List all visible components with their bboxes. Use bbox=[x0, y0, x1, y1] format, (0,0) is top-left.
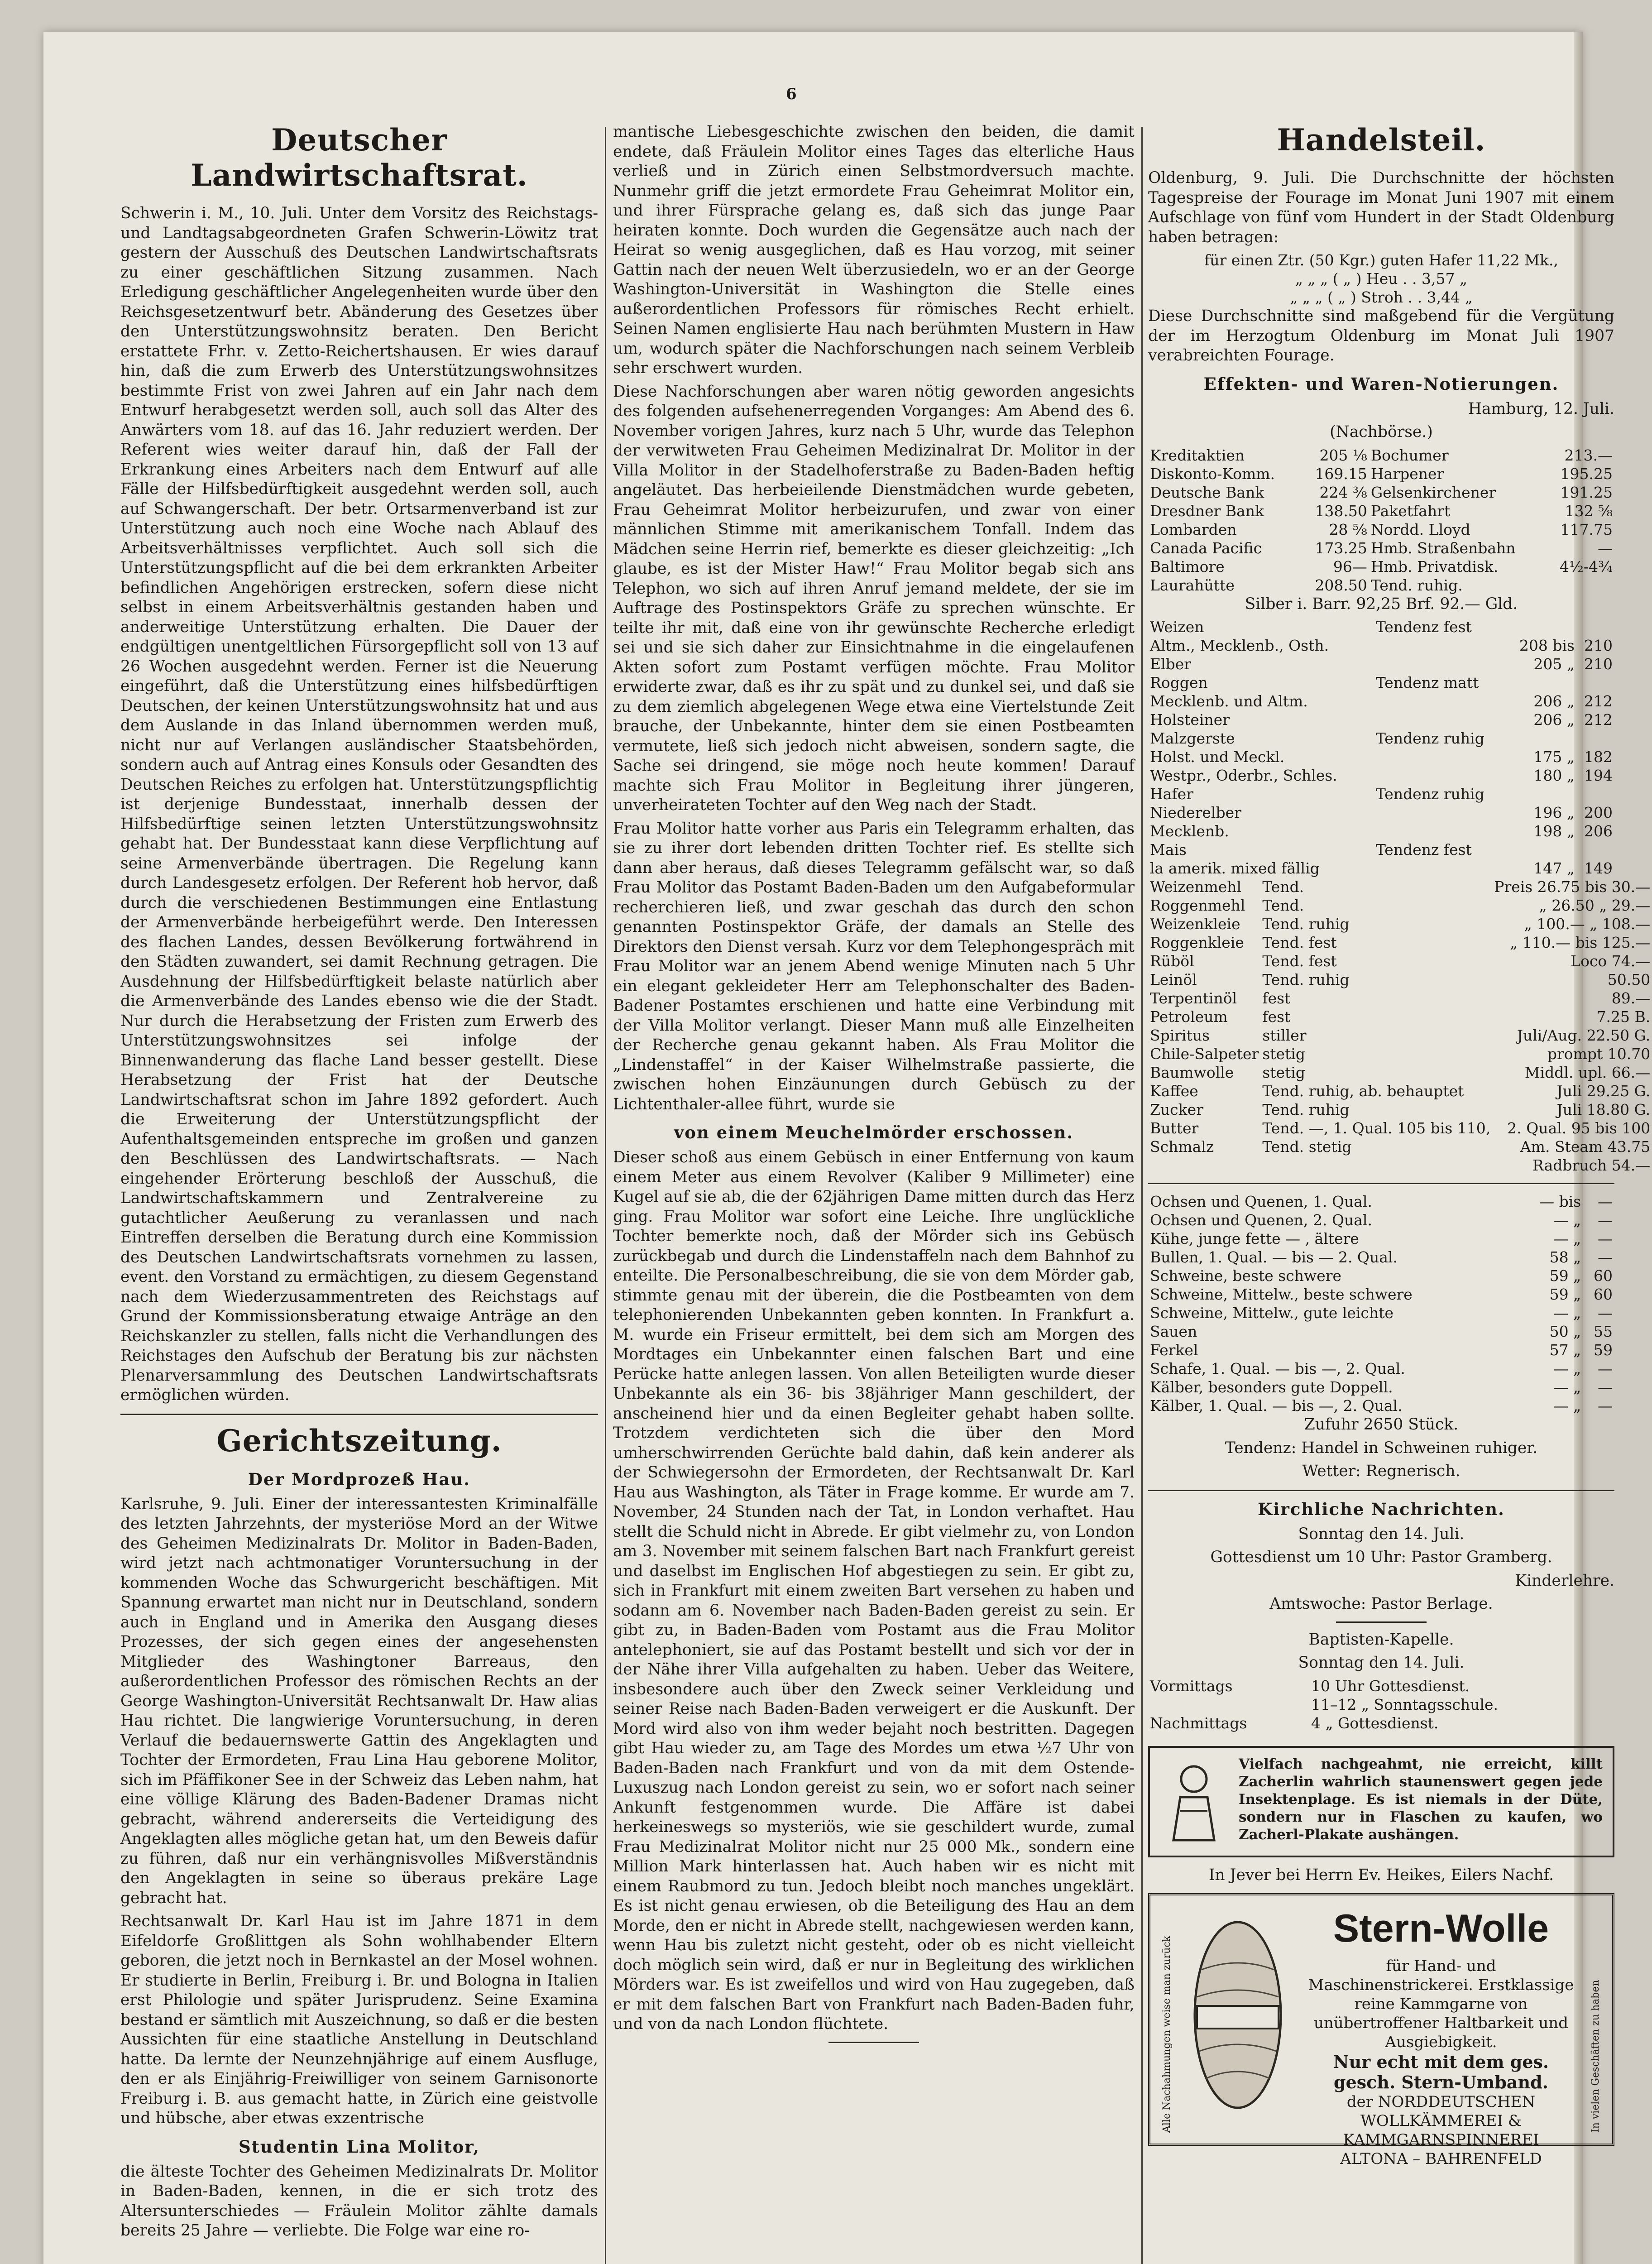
table-row bbox=[1148, 729, 1614, 748]
table-cell: — „ bbox=[1553, 1378, 1581, 1396]
table-cell bbox=[1374, 766, 1507, 785]
table-cell: 212 bbox=[1584, 711, 1613, 729]
table-cell: 210 bbox=[1584, 655, 1613, 673]
table-row bbox=[1148, 1396, 1614, 1415]
table-cell: 11–12 „ Sonntagsschule. bbox=[1311, 1695, 1499, 1713]
table-cell: 50.50 bbox=[1607, 971, 1651, 988]
table-cell: Hmb. Privatdisk. bbox=[1370, 557, 1499, 576]
table-row bbox=[1148, 1677, 1614, 1695]
table-cell: Mecklenb. und Altm. bbox=[1150, 692, 1308, 710]
table-cell: „ 100.— „ 108.— bbox=[1524, 915, 1651, 933]
table-cell: — bbox=[1598, 1230, 1613, 1247]
table-cell: Tendenz fest bbox=[1375, 618, 1472, 636]
oldenburg-paragraph: Oldenburg, 9. Juli. Die Durchschnitte der höchsten Tagespreise der Fourage im Monat Juni 1907 mit einem Aufschlage von fünf vom Hundert in der Stadt Oldenburg haben betragen: bbox=[1148, 169, 1614, 246]
silber-line: Silber i. Barr. 92,25 Brf. 92.— Gld. bbox=[1245, 595, 1518, 613]
table-cell: Schafe, 1. Qual. — bis —, 2. Qual. bbox=[1150, 1360, 1405, 1377]
section-divider bbox=[1148, 1490, 1614, 1491]
table-cell: Tendenz ruhig bbox=[1375, 729, 1484, 747]
table-cell: — bbox=[1598, 1360, 1613, 1377]
column-rule-2 bbox=[1141, 127, 1143, 2264]
table-cell: Deutsche Bank bbox=[1150, 483, 1264, 501]
table-cell: 173.25 bbox=[1315, 539, 1367, 557]
table-row bbox=[1148, 1082, 1652, 1100]
table-cell: Elber bbox=[1150, 655, 1192, 673]
table-cell: Tendenz matt bbox=[1375, 674, 1479, 691]
table-row bbox=[1148, 269, 1614, 288]
table-cell: Tend. bbox=[1262, 878, 1304, 896]
table-row bbox=[1148, 251, 1614, 269]
table-cell: 206 „ bbox=[1533, 711, 1575, 729]
table-cell: Nordd. Lloyd bbox=[1370, 520, 1470, 538]
table-cell: Canada Pacific bbox=[1150, 539, 1262, 557]
table-row bbox=[1148, 655, 1614, 673]
column-rule-1 bbox=[605, 127, 606, 2264]
table-cell bbox=[1260, 1156, 1492, 1175]
table-row bbox=[1148, 1137, 1652, 1156]
section-divider bbox=[120, 1414, 598, 1415]
table-row bbox=[1148, 520, 1614, 539]
studentin-subheading: Studentin Lina Molitor, bbox=[239, 2136, 480, 2157]
table-cell: Mecklenb. bbox=[1150, 822, 1229, 840]
table-row bbox=[1148, 1063, 1652, 1082]
table-row bbox=[1148, 1248, 1614, 1266]
table-cell: 194 bbox=[1584, 767, 1613, 784]
table-cell: 210 bbox=[1584, 637, 1613, 654]
wetter-line: Wetter: Regnerisch. bbox=[1302, 1462, 1460, 1480]
table-row bbox=[1148, 785, 1614, 803]
table-cell: 147 „ bbox=[1533, 859, 1575, 877]
waren-table bbox=[1148, 618, 1614, 878]
zacherlin-text: Vielfach nachgeahmt, nie erreicht, killt Zacherlin wahrlich staunenswert gegen jede Insektenplage. Es ist niemals in der Düte, sondern nur in Flaschen zu kaufen, wo Zacherl-Plakate aushängen. bbox=[1239, 1756, 1603, 1843]
table-cell: Altm., Mecklenb., Osth. bbox=[1150, 637, 1329, 654]
short-rule bbox=[1336, 1621, 1427, 1623]
table-row bbox=[1148, 288, 1614, 307]
table-cell: Tend. ruhig bbox=[1262, 971, 1350, 988]
table-cell: „ „ „ ( „ ) Heu . . 3,57 „ bbox=[1295, 270, 1468, 288]
table-row bbox=[1148, 748, 1614, 766]
table-cell: Leinöl bbox=[1150, 971, 1197, 988]
table-cell: Ochsen und Quenen, 1. Qual. bbox=[1150, 1193, 1372, 1210]
table-cell: Juli 29.25 G. bbox=[1556, 1082, 1651, 1100]
table-cell: 55 bbox=[1594, 1323, 1613, 1340]
table-cell: 169.15 bbox=[1315, 465, 1367, 483]
table-row bbox=[1148, 1695, 1614, 1714]
table-cell: 59 bbox=[1594, 1341, 1613, 1359]
table-cell: — bis bbox=[1539, 1193, 1581, 1210]
kirch-line: Gottesdienst um 10 Uhr: Pastor Gramberg. bbox=[1210, 1548, 1552, 1566]
table-cell bbox=[1374, 710, 1507, 729]
table-cell: Middl. upl. 66.— bbox=[1524, 1064, 1651, 1081]
table-row bbox=[1148, 989, 1652, 1007]
table-cell: Kälber, 1. Qual. — bis —, 2. Qual. bbox=[1150, 1397, 1403, 1415]
table-cell bbox=[1374, 822, 1507, 840]
table-cell: — „ bbox=[1553, 1304, 1581, 1322]
notierungen-title: Effekten- und Waren-Notierungen. bbox=[1203, 374, 1559, 394]
table-row bbox=[1148, 1266, 1614, 1285]
table-cell: Preis 26.75 bis 30.— bbox=[1494, 878, 1651, 896]
kirch-line: Kinderlehre. bbox=[1515, 1571, 1614, 1590]
table-cell: Roggenmehl bbox=[1150, 897, 1245, 914]
table-cell: 117.75 bbox=[1560, 520, 1613, 538]
table-cell: Roggen bbox=[1150, 674, 1208, 691]
table-cell bbox=[1507, 840, 1576, 859]
table-cell: — „ bbox=[1553, 1397, 1581, 1415]
table-cell: Tend. bbox=[1262, 897, 1304, 914]
table-cell: Gelsenkirchener bbox=[1370, 483, 1496, 501]
table-cell: Ochsen und Quenen, 2. Qual. bbox=[1150, 1211, 1372, 1229]
table-cell: Weizen bbox=[1150, 618, 1204, 636]
table-row bbox=[1148, 896, 1652, 915]
table-row bbox=[1148, 1714, 1614, 1732]
sternwolle-line3: der NORDDEUTSCHEN WOLLKÄMMEREI & KAMMGARNSPINNEREI bbox=[1343, 2093, 1539, 2149]
table-cell: Weizenmehl bbox=[1150, 878, 1242, 896]
kirch-line: Sonntag den 14. Juli. bbox=[1298, 1525, 1465, 1543]
table-cell: Bochumer bbox=[1370, 446, 1449, 464]
schedule-table bbox=[1148, 1677, 1614, 1732]
table-cell: 96— bbox=[1333, 557, 1367, 576]
table-row bbox=[1148, 878, 1652, 896]
landwirtschaftsrat-paragraph: Schwerin i. M., 10. Juli. Unter dem Vorsitz des Reichstags- und Landtagsabgeordneten Grafen Schwerin-Löwitz trat gestern der Ausschuß des Deutschen Landwirtschaftsrats zu einer geschäftlichen Sitzung zusammen. Nach Erledigung geschäftlicher Angelegenheiten wurde über den Reichsgesetzentwurf betr. Abänderung des Gesetzes über den Unterstützungswohnsitz beraten. Den Bericht erstattete Frhr. v. Zetto-Reichertshausen. Er wies darauf hin, daß die zum Erwerb des Unterstützungswohnsitzes bestimmte Frist von zwei Jahren auf ein Jahr nach dem Entwurf herabgesetzt werden soll, auch soll das Alter des Anwärters vom 18. auf das 16. Jahr reduziert werden. Der Referent wies weiter darauf hin, daß der Fall der Erkrankung eines Arbeiters nach dem Entwurf auf alle Fälle der Hilfsbedürftigkeit ausgedehnt werden soll, auch auf Schwangerschaft. Der betr. Ortsarmenverband ist zur Unterstützung auch noch eine Woche nach Ablauf des Arbeitsverhältnisses verpflichtet. Auch soll sich die Unterstützungspflicht auf die bei dem erkrankten Arbeiter befindlichen Angehörigen erstrecken, sofern diese nicht selbst in einem Arbeitsverhältnis gestanden haben und anderweitige Unterstützung erhalten. Die Dauer der endgültigen unentgeltlichen Fürsorgepflicht soll von 13 auf 26 Wochen ausgedehnt werden. Ferner ist die Neuerung eingeführt, daß die Unterstützung eines hilfsbedürftigen Deutschen, der keinen Unterstützungswohnsitz hat und aus dem Auslande in das Inland übernommen werden muß, nicht nur auf Verlangen ausländischer Staatsbehörden, sondern auch auf Antrag eines Konsuls oder Gesandten des Deutschen Reiches zu erfolgen hat. Unterstützungspflichtig ist derjenige Bundesstaat, innerhalb dessen der Hilfsbedürftige seinen letzten Unterstützungswohnsitz gehabt hat. Der Bundesstaat kann diese Verpflichtung auf seine Armenverbände übertragen. Die Regelung kann durch Landesgesetz erfolgen. Der Referent hob hervor, daß durch die verschiedenen Bestimmungen eine Entlastung der Armenverbände herbeigeführt werde. Den Interessen des flachen Landes, dessen Bevölkerung fortwährend in den Städten zuwandert, sei damit Rechnung getragen. Die Ausdehnung der Hilfsbedürftigkeit belaste natürlich aber die Armenverbände des Landes ebenso wie die der Stadt. Nur durch die Herabsetzung der Fristen zum Erwerb des Unterstützungswohnsitzes sei infolge der Binnenwanderung das flache Land besser gestellt. Diese Herabsetzung der Frist hat der Deutsche Landwirtschaftsrat schon im Jahre 1892 gefordert. Auch die Erweiterung der Unterstützungspflicht der Aufenthaltsgemeinden entspreche im großen und ganzen den Beschlüssen des Landwirtschaftsrats. — Nach eingehender Erörterung beschloß der Ausschuß, die Landwirtschaftskammern und Zentralvereine zu gutachtlicher Aeußerung zu veranlassen und nach Eintreffen derselben die Beratung durch eine Kommission des Deutschen Landwirtschaftsrats vornehmen zu lassen, event. den Vorstand zu ermächtigen, zu diesem Gegenstand nach dem Wiederzusammentreten des Reichstags auf Grund der Kommissionsberatung etwaige Anträge an den Reichskanzler zu stellen, falls nicht die Verhandlungen des Reichstages den Aufschub der Beratung bis zur nächsten Plenarversammlung des Deutschen Landwirtschaftsrats ermöglichen würden. bbox=[120, 204, 598, 1404]
table-cell: Roggenkleie bbox=[1150, 934, 1244, 951]
table-cell: Malzgerste bbox=[1150, 729, 1235, 747]
table-cell: Juli/Aug. 22.50 G. bbox=[1517, 1026, 1651, 1044]
produkte-table bbox=[1148, 878, 1652, 1175]
table-cell bbox=[1374, 803, 1507, 822]
table-cell: Rüböl bbox=[1150, 952, 1194, 970]
table-cell: stetig bbox=[1262, 1045, 1306, 1063]
table-cell: Tend. —, 1. Qual. 105 bis 110, bbox=[1262, 1119, 1491, 1137]
mord-paragraph: Diese Nachforschungen aber waren nötig geworden angesichts des folgenden aufsehenerregenden Vorganges: Am Abend des 6. November vorigen Jahres, kurz nach 5 Uhr, wurde das Telephon der verwitweten Frau Geheimen Medizinalrat Dr. Molitor in der Villa Molitor in der Stadelhoferstraße zu Baden-Baden heftig angeläutet. Das herbeieilende Dienstmädchen wurde gebeten, Frau Geheimrat Molitor herbeizurufen, und zwar von einer männlichen Stimme mit amerikanischem Tonfall. Indem das Mädchen seine Herrin rief, bemerkte es dieser gleichzeitig: „Ich glaube, es ist der Mister Haw!“ Frau Molitor begab sich ans Telephon, wo sich auf ihren Anruf jemand meldete, der sie im Auftrage des Postinspektors Gräfe zu sprechen wünschte. Er teilte ihr mit, daß eine von ihr gewünschte Recherche erledigt sei und sie sich daher zur Einsichtnahme in die eingelaufenen Akten sofort zum Postamt verfügen möchte. Frau Molitor erwiderte zwar, daß es ihr zu spät und zu dunkel sei, und daß sie zu dem ziemlich abgelegenen Wege etwa eine Viertelstunde Zeit brauche, der Unbekannte, hinter dem sie einen Postbeamten vermutete, ließ sich jedoch nicht abweisen, sondern sagte, die Sache sei dringend, sie möge noch heute kommen! Darauf machte sich Frau Molitor in Begleitung ihrer jüngeren, unverheirateten Tochter auf den Weg nach der Stadt. bbox=[613, 382, 1135, 814]
sternwolle-brand: Stern-Wolle bbox=[1333, 1907, 1549, 1950]
table-cell: 60 bbox=[1594, 1267, 1613, 1285]
table-row bbox=[1148, 465, 1614, 483]
page-number: 6 bbox=[786, 85, 797, 103]
table-row bbox=[1148, 1359, 1614, 1378]
table-cell: Tend. fest bbox=[1262, 952, 1337, 970]
table-cell: Baumwolle bbox=[1150, 1064, 1234, 1081]
table-cell: 59 „ bbox=[1549, 1285, 1581, 1303]
column-left bbox=[120, 122, 598, 2245]
table-cell: 57 „ bbox=[1549, 1341, 1581, 1359]
table-row bbox=[1148, 618, 1614, 636]
baptisten-title: Baptisten-Kapelle. bbox=[1308, 1630, 1454, 1649]
table-cell: Weizenkleie bbox=[1150, 915, 1240, 933]
table-cell: fest bbox=[1262, 989, 1291, 1007]
table-row bbox=[1148, 483, 1614, 502]
gerichtszeitung-paragraph: Karlsruhe, 9. Juli. Einer der interessantesten Kriminalfälle des letzten Jahrzehnts, der mysteriöse Mord an der Witwe des Geheimen Medizinalrats Dr. Molitor in Baden-Baden, wird jetzt nach achtmonatiger Voruntersuchung in der kommenden Woche das Schwurgericht beschäftigen. Mit Spannung erwartet man nicht nur in Deutschland, sondern auch in England und in Amerika den Ausgang dieses Prozesses, der sich gegen eines der angesehensten Mitglieder des Washingtoner Barreaus, den außerordentlichen Professor des römischen Rechts an der George Washington-Universität Rechtsanwalt Dr. Haw alias Hau richtet. Die langwierige Voruntersuchung, in deren Verlauf die bedauernswerte Gattin des Angeklagten und Tochter der Ermordeten, Frau Lina Hau geborene Molitor, sich im Pfäffikoner See in der Schweiz das Leben nahm, hat eine völlige Klärung des Baden-Badener Dramas nicht gebracht, während andererseits die Verteidigung des Angeklagten alles mögliche getan hat, um den Beweis dafür zu führen, daß nur ein verhängnisvolles Mißverständnis den Angeklagten in seine so überaus prekäre Lage gebracht hat. bbox=[120, 1495, 598, 1907]
table-cell: Lombarden bbox=[1150, 520, 1237, 538]
table-cell: 89.— bbox=[1611, 989, 1651, 1007]
table-cell bbox=[1576, 840, 1614, 859]
table-row bbox=[1148, 1045, 1652, 1063]
table-cell: Diskonto-Komm. bbox=[1150, 465, 1275, 483]
table-cell: „ „ „ ( „ ) Stroh . . 3,44 „ bbox=[1290, 288, 1473, 306]
table-cell: Tend. stetig bbox=[1262, 1138, 1352, 1156]
sternwolle-line1: für Hand- und Maschinenstrickerei. Erstklassige reine Kammgarne von unübertroffener Haltbarkeit und Ausgiebigkeit. bbox=[1308, 1957, 1574, 2051]
baptisten-date: Sonntag den 14. Juli. bbox=[1298, 1654, 1465, 1672]
table-row bbox=[1148, 915, 1652, 933]
table-cell: stiller bbox=[1262, 1026, 1307, 1044]
table-cell: fest bbox=[1262, 1008, 1291, 1026]
table-cell: Schweine, Mittelw., gute leichte bbox=[1150, 1304, 1394, 1322]
table-cell: stetig bbox=[1262, 1064, 1306, 1081]
table-cell: Dresdner Bank bbox=[1150, 502, 1264, 520]
table-cell: Niederelber bbox=[1150, 804, 1241, 821]
table-cell: 212 bbox=[1584, 692, 1613, 710]
table-row bbox=[1148, 673, 1614, 692]
table-cell: Chile-Salpeter bbox=[1150, 1045, 1259, 1063]
table-cell: „ 26.50 „ 29.— bbox=[1539, 897, 1651, 914]
meuchelmoerder-heading: von einem Meuchelmörder erschossen. bbox=[674, 1122, 1074, 1142]
table-cell: Kreditaktien bbox=[1150, 446, 1245, 464]
table-cell: 58 „ bbox=[1549, 1248, 1581, 1266]
table-cell: 50 „ bbox=[1549, 1323, 1581, 1340]
table-row bbox=[1148, 446, 1614, 465]
table-cell: Westpr., Oderbr., Schles. bbox=[1150, 767, 1337, 784]
tendenz-line: Tendenz: Handel in Schweinen ruhiger. bbox=[1225, 1439, 1538, 1457]
table-cell: 149 bbox=[1584, 859, 1613, 877]
table-cell: 198 „ bbox=[1533, 822, 1575, 840]
table-cell: 205 ⅛ bbox=[1319, 446, 1367, 464]
table-row bbox=[1148, 1304, 1614, 1322]
zacherlin-dealer: In Jever bei Herrn Ev. Heikes, Eilers Nachf. bbox=[1208, 1866, 1554, 1884]
mord-paragraph: mantische Liebesgeschichte zwischen den beiden, die damit endete, daß Fräulein Molitor eines Tages das elterliche Haus verließ und in Zürich einen Selbstmordversuch machte. Nunmehr griff die jetzt ermordete Frau Geheimrat Molitor ein, und ihrer Fürsprache gelang es, daß sich das junge Paar heiraten konnte. Doch wurden die Gegensätze auch nach der Heirat so wenig ausgeglichen, daß es Hau vorzog, mit seiner Gattin nach der neuen Welt überzusiedeln, wo er an der George Washington-Universität in Washington die Stelle eines außerordentlichen Professors für römisches Recht erhielt. Seinen Namen englisierte Hau nach berühmten Mustern in Haw um, wodurch später die Nachforschungen nach seinem Verbleib sehr erschwert wurden. bbox=[613, 123, 1135, 377]
newspaper-page bbox=[43, 32, 1651, 2264]
end-rule bbox=[828, 2042, 919, 2043]
table-cell: Bullen, 1. Qual. — bis — 2. Qual. bbox=[1150, 1248, 1398, 1266]
table-cell: Kaffee bbox=[1150, 1082, 1198, 1100]
table-row bbox=[1148, 1007, 1652, 1026]
table-cell: 206 „ bbox=[1533, 692, 1575, 710]
table-cell: 195.25 bbox=[1560, 465, 1613, 483]
table-cell: — bbox=[1598, 1248, 1613, 1266]
table-cell: 60 bbox=[1594, 1285, 1613, 1303]
table-cell: Tend. ruhig. bbox=[1370, 576, 1463, 594]
table-cell: 213.— bbox=[1564, 446, 1613, 464]
table-cell: Hmb. Straßenbahn bbox=[1370, 539, 1516, 557]
table-cell bbox=[1507, 673, 1576, 692]
table-cell: Butter bbox=[1150, 1119, 1199, 1137]
table-cell: Schmalz bbox=[1150, 1138, 1214, 1156]
table-row bbox=[1148, 710, 1614, 729]
table-cell: Am. Steam 43.75 bbox=[1520, 1138, 1651, 1156]
table-row bbox=[1148, 1341, 1614, 1359]
oldenburg-paragraph-2: Diese Durchschnitte sind maßgebend für die Vergütung der im Herzogtum Oldenburg im Monat Juli 1907 verabreichten Fourage. bbox=[1148, 307, 1614, 365]
table-row bbox=[1148, 1378, 1614, 1396]
table-cell bbox=[1374, 655, 1507, 673]
table-cell: — bbox=[1598, 539, 1613, 557]
table-cell: Terpentinöl bbox=[1150, 989, 1237, 1007]
table-cell: 224 ⅜ bbox=[1319, 483, 1367, 501]
table-cell: — „ bbox=[1553, 1211, 1581, 1229]
table-row bbox=[1148, 822, 1614, 840]
table-cell: Hafer bbox=[1150, 785, 1193, 803]
table-cell: Tendenz fest bbox=[1375, 841, 1472, 859]
table-cell: Tend. ruhig, ab. behauptet bbox=[1262, 1082, 1464, 1100]
table-cell: la amerik. mixed fällig bbox=[1150, 859, 1320, 877]
table-cell: Petroleum bbox=[1150, 1008, 1228, 1026]
table-cell: — bbox=[1598, 1397, 1613, 1415]
table-cell: Harpener bbox=[1370, 465, 1444, 483]
table-cell: Zucker bbox=[1150, 1101, 1203, 1118]
table-cell bbox=[1374, 692, 1507, 710]
table-row bbox=[1148, 636, 1614, 655]
table-row bbox=[1148, 803, 1614, 822]
sternwolle-line2: Nur echt mit dem ges. gesch. Stern-Umband. bbox=[1333, 2052, 1549, 2092]
table-cell: — „ bbox=[1553, 1230, 1581, 1247]
gerichtszeitung-paragraph: die älteste Tochter des Geheimen Medizinalrats Dr. Molitor in Baden-Baden, kennen, in die er sich trotz des Altersunterschiedes — Fräulein Molitor zählte damals bereits 25 Jahre — verliebte. Die Folge war eine ro- bbox=[120, 2162, 598, 2240]
table-cell bbox=[1507, 618, 1576, 636]
table-cell: — „ bbox=[1553, 1360, 1581, 1377]
table-cell: Laurahütte bbox=[1150, 576, 1235, 594]
table-cell: Loco 74.— bbox=[1571, 952, 1651, 970]
table-cell: 205 „ bbox=[1533, 655, 1575, 673]
table-row bbox=[1148, 766, 1614, 785]
table-cell: 2. Qual. 95 bis 100 bbox=[1507, 1119, 1651, 1137]
table-cell bbox=[1374, 636, 1507, 655]
table-cell: Nachmittags bbox=[1150, 1714, 1247, 1732]
table-cell: 180 „ bbox=[1533, 767, 1575, 784]
table-cell: Juli 18.80 G. bbox=[1556, 1101, 1651, 1118]
hamburg-dateline: Hamburg, 12. Juli. bbox=[1468, 399, 1614, 418]
table-cell: Tend. ruhig bbox=[1262, 915, 1350, 933]
handelsteil-title: Handelsteil. bbox=[1277, 122, 1486, 158]
table-cell: 206 bbox=[1584, 822, 1613, 840]
table-cell: 182 bbox=[1584, 748, 1613, 766]
column-right bbox=[1148, 122, 1651, 2168]
landwirtschaftsrat-title: Deutscher Landwirtschaftsrat. bbox=[191, 122, 528, 193]
table-cell: — bbox=[1598, 1211, 1613, 1229]
table-cell: 138.50 bbox=[1315, 502, 1367, 520]
table-cell: Vormittags bbox=[1150, 1677, 1233, 1695]
table-row bbox=[1148, 1026, 1652, 1045]
fourage-table bbox=[1148, 251, 1614, 307]
table-cell bbox=[1374, 859, 1507, 878]
table-row bbox=[1148, 970, 1652, 989]
table-row bbox=[1148, 933, 1652, 952]
table-cell: 4½-4¾ bbox=[1559, 557, 1613, 576]
table-row bbox=[1148, 539, 1614, 557]
table-cell: Kälber, besonders gute Doppell. bbox=[1150, 1378, 1393, 1396]
table-row bbox=[1148, 1322, 1614, 1341]
table-row bbox=[1148, 952, 1652, 970]
table-cell bbox=[1576, 618, 1614, 636]
yarn-skein-icon bbox=[1183, 1906, 1292, 2133]
table-cell: 196 „ bbox=[1533, 804, 1575, 821]
table-cell: 132 ⅝ bbox=[1565, 502, 1613, 520]
table-row bbox=[1148, 1100, 1652, 1119]
table-cell: 200 bbox=[1584, 804, 1613, 821]
vieh-table bbox=[1148, 1192, 1614, 1415]
table-cell: Tend. fest bbox=[1262, 934, 1337, 951]
table-cell: Schweine, beste schwere bbox=[1150, 1267, 1342, 1285]
table-cell: 175 „ bbox=[1533, 748, 1575, 766]
kirch-line: Amtswoche: Pastor Berlage. bbox=[1269, 1595, 1493, 1613]
table-cell: Kühe, junge fette — , ältere bbox=[1150, 1230, 1359, 1247]
table-cell bbox=[1507, 785, 1576, 803]
table-row bbox=[1148, 1211, 1614, 1229]
table-row bbox=[1148, 557, 1614, 576]
insect-figure-icon bbox=[1160, 1759, 1228, 1845]
table-cell: Spiritus bbox=[1150, 1026, 1210, 1044]
table-cell: 28 ⅝ bbox=[1329, 520, 1367, 538]
nachboerse-label: (Nachbörse.) bbox=[1330, 423, 1433, 441]
table-cell: für einen Ztr. (50 Kgr.) guten Hafer 11,22 Mk., bbox=[1204, 251, 1558, 269]
table-cell: Paketfahrt bbox=[1370, 502, 1451, 520]
gerichtszeitung-title: Gerichtszeitung. bbox=[216, 1423, 502, 1458]
table-cell: 7.25 B. bbox=[1596, 1008, 1651, 1026]
table-cell: — bbox=[1598, 1193, 1613, 1210]
table-cell: Tend. ruhig bbox=[1262, 1101, 1350, 1118]
table-row bbox=[1148, 1156, 1652, 1175]
table-cell bbox=[1148, 1695, 1309, 1714]
table-row bbox=[1148, 1285, 1614, 1304]
table-cell: Mais bbox=[1150, 841, 1187, 859]
table-row bbox=[1148, 1192, 1614, 1211]
table-cell: prompt 10.70 bbox=[1547, 1045, 1651, 1063]
zufuhr-line: Zufuhr 2650 Stück. bbox=[1304, 1415, 1459, 1434]
table-row bbox=[1148, 1119, 1652, 1137]
table-row bbox=[1148, 840, 1614, 859]
sternwolle-line4: ALTONA – BAHRENFELD bbox=[1340, 2150, 1542, 2168]
table-cell: „ 110.— bis 125.— bbox=[1510, 934, 1651, 951]
table-cell bbox=[1547, 576, 1614, 595]
table-row bbox=[1148, 1229, 1614, 1248]
table-row bbox=[1148, 502, 1614, 520]
table-cell: — bbox=[1598, 1304, 1613, 1322]
column-middle bbox=[613, 122, 1135, 2050]
table-cell: 4 „ Gottesdienst. bbox=[1311, 1714, 1439, 1732]
mord-paragraph: Dieser schoß aus einem Gebüsch in einer Entfernung von kaum einem Meter aus einem Revolver (Kaliber 9 Millimeter) eine Kugel auf sie ab, die der 62jährigen Dame mitten durch das Herz ging. Frau Molitor war sofort eine Leiche. Ihre unglückliche Tochter bemerkte noch, daß der Mörder sich ins Gebüsch zurückbegab und durch die Lindenstaffeln nach dem Bahnhof zu enteilte. Die Personalbeschreibung, die sie von dem Mörder gab, stimmte genau mit der überein, die die Postbeamten von dem telephonierenden Unbekannten geben konnten. In Frankfurt a. M. wurde ein Friseur ermittelt, bei dem sich am Morgen des Mordtages ein Unbekannter einen falschen Bart und eine Perücke hatte anlegen lassen. Von allen Beteiligten wurde dieser Unbekannte als ein 36- bis 38jähriger Mann geschildert, der anscheinend hier und da einen Begleiter gehabt haben sollte. Trotzdem verdichteten sich die über den Mord umherschwirrenden Gerüchte bald dahin, daß kein anderer als der Schwiegersohn der Ermordeten, der Rechtsanwalt Dr. Karl Hau aus Washington, als Täter in Frage komme. Er wurde am 7. November, 24 Stunden nach der Tat, in London verhaftet. Hau stellt die Schuld nicht in Abrede. Er gibt vielmehr zu, von London am 3. November mit seinem falschen Bart nach Frankfurt gereist und daselbst im Englischen Hof abgestiegen zu sein. Er gibt zu, sich in Frankfurt mit einem zweiten Bart versehen zu haben und sodann am 6. November nach Baden-Baden gereist zu sein. Er gibt zu, in Baden-Baden vom Postamt aus die Frau Molitor antelephoniert, sie auf das Postamt bestellt und sich vor der in der Nähe ihrer Villa aufgehalten zu haben. Ueber das Weitere, insbesondere auch über den Zweck seiner Verkleidung und seiner Reise nach Baden-Baden verweigert er die Auskunft. Der Mord wird also von ihm weder bejaht noch bestritten. Dagegen gibt Hau wieder zu, am Tage des Mordes um etwa ½7 Uhr von Baden-Baden nach Frankfurt und von da mit dem Ostende-Luxuszug nach London gereist zu sein, wo er sofort nach seiner Ankunft festgenommen wurde. Die Affäre ist dabei herkeineswegs so mysteriös, wie sie geschildert wurde, zumal Frau Medizinalrat Molitor nicht nur 25 000 Mk., sondern eine Million Mark hinterlassen hat. Auch haben wir es nicht mit einem Raubmord zu tun. Jedoch bleibt noch manches ungeklärt. Es ist nicht genau erwiesen, ob die Beteiligung des Hau an dem Morde, den er nicht in Abrede stellt, nachgewiesen werden kann, wenn Hau bis zuletzt nicht gesteht, oder ob es nicht vielleicht doch möglich sein wird, daß er nur in Begleitung des wirklichen Mörders war. Es ist zweifellos und wird von Hau zugegeben, daß er mit dem falschen Bart von Frankfurt nach Baden-Baden fuhr, und von da nach London flüchtete. bbox=[613, 1148, 1135, 2033]
table-cell bbox=[1148, 1156, 1260, 1175]
table-cell bbox=[1507, 729, 1576, 748]
table-cell: 208 bis bbox=[1519, 637, 1575, 654]
table-row bbox=[1148, 692, 1614, 710]
table-cell: Radbruch 54.— bbox=[1532, 1156, 1651, 1174]
table-cell bbox=[1374, 748, 1507, 766]
mord-paragraph: Frau Molitor hatte vorher aus Paris ein Telegramm erhalten, das sie zu ihrer dort lebenden dritten Tochter rief. Es stellte sich dann aber heraus, daß dieses Telegramm gefälscht war, so daß Frau Molitor das Postamt Baden-Baden um den Aufgabeformular recherchieren ließ, und zwar geschah das durch den schon genannten Postinspektor Gräfe, der damals an Stelle des Direktors den Dienst versah. Kurz vor dem Telephongespräch mit Frau Molitor war an jenem Abend wenige Minuten nach 5 Uhr ein elegant gekleideter Herr am Telephonschalter des Baden-Badener Postamtes erschienen und hatte eine Verbindung mit der Villa Molitor verlangt. Dieser Mann muß alle Einzelheiten der Recherche genau gekannt haben. Als Frau Molitor die „Lindenstaffel“ in der Kaiser Wilhelmstraße passierte, die zwischen hohen Einzäunungen durch Gebüsch zu der Lichtenthaler-allee führt, wurde sie bbox=[613, 819, 1135, 1113]
table-cell: Holsteiner bbox=[1150, 711, 1230, 729]
table-cell bbox=[1576, 785, 1614, 803]
table-cell: — bbox=[1598, 1378, 1613, 1396]
table-row bbox=[1148, 859, 1614, 878]
table-cell: 208.50 bbox=[1315, 576, 1367, 594]
table-cell: Holst. und Meckl. bbox=[1150, 748, 1285, 766]
table-cell bbox=[1576, 729, 1614, 748]
table-cell: 10 Uhr Gottesdienst. bbox=[1311, 1677, 1470, 1695]
table-cell bbox=[1576, 673, 1614, 692]
kirchlich-title: Kirchliche Nachrichten. bbox=[1258, 1499, 1505, 1519]
table-cell: Schweine, Mittelw., beste schwere bbox=[1150, 1285, 1413, 1303]
effekten-table bbox=[1148, 446, 1614, 595]
gerichtszeitung-paragraph: Rechtsanwalt Dr. Karl Hau ist im Jahre 1871 in dem Eifeldorfe Großlittgen als Sohn wohlhabender Eltern geboren, die jetzt noch in Bernkastel an der Mosel wohnen. Er studierte in Berlin, Freiburg i. Br. und Bologna in Italien erst Philologie und später Jurisprudenz. Seine Examina bestand er sämtlich mit Auszeichnung, so daß er die besten Aussichten für eine staatliche Anstellung in Deutschland hatte. Da lernte der Neunzehnjährige auf einem Ausfluge, den er als Einjährig-Freiwilliger von seinem Garnisonorte Freiburg i. B. aus gemacht hatte, in Zürich eine geistvolle und hübsche, aber etwas exzentrische bbox=[120, 1912, 598, 2127]
table-cell: 59 „ bbox=[1549, 1267, 1581, 1285]
sternwolle-side-right: In vielen Geschäften zu haben bbox=[1590, 1980, 1601, 2133]
zacherlin-ad bbox=[1148, 1746, 1614, 1857]
table-row bbox=[1148, 576, 1614, 595]
table-cell: Sauen bbox=[1150, 1323, 1197, 1340]
mordprozess-subtitle: Der Mordprozeß Hau. bbox=[248, 1469, 471, 1489]
table-cell: 191.25 bbox=[1560, 483, 1613, 501]
table-cell: Baltimore bbox=[1150, 557, 1225, 576]
sternwolle-side-left: Alle Nachahmungen weise man zurück bbox=[1161, 1935, 1173, 2133]
section-divider bbox=[1148, 1183, 1614, 1184]
table-cell: Ferkel bbox=[1150, 1341, 1198, 1359]
table-cell: Tendenz ruhig bbox=[1375, 785, 1484, 803]
sternwolle-ad bbox=[1148, 1893, 1614, 2168]
